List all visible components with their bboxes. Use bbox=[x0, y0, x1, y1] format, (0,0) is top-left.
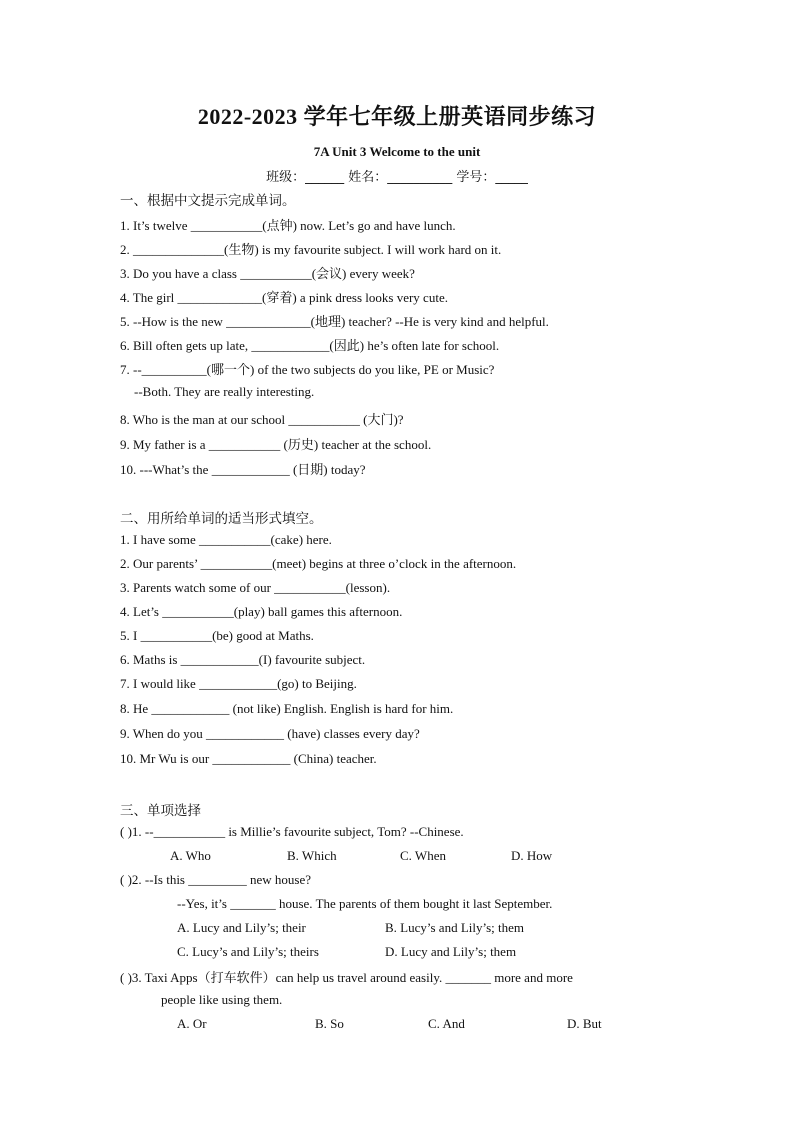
q2-stem-line2: --Yes, it’s _______ house. The parents of them bought it last September. bbox=[177, 896, 553, 911]
q3-option-b: B. So bbox=[315, 1016, 344, 1031]
s2-item-8: 8. He ____________ (not like) English. English is hard for him. bbox=[120, 701, 454, 716]
page-title: 2022-2023 学年七年级上册英语同步练习 bbox=[197, 104, 597, 129]
q2-option-c: C. Lucy’s and Lily’s; theirs bbox=[177, 944, 319, 959]
q1-option-b: B. Which bbox=[287, 848, 337, 863]
section-1-heading: 一、根据中文提示完成单词。 bbox=[120, 193, 296, 209]
s1-item-4: 4. The girl _____________(穿着) a pink dress looks very cute. bbox=[120, 290, 448, 305]
s2-item-3: 3. Parents watch some of our ___________(lesson). bbox=[120, 580, 391, 595]
s1-item-2: 2. ______________(生物) is my favourite subject. I will work hard on it. bbox=[120, 242, 502, 257]
s2-item-2: 2. Our parents’ ___________(meet) begins at three o’clock in the afternoon. bbox=[120, 556, 517, 571]
unit-subtitle: 7A Unit 3 Welcome to the unit bbox=[313, 144, 481, 159]
q3-stem-line2: people like using them. bbox=[161, 992, 283, 1007]
s1-item-9: 9. My father is a ___________ (历史) teacher at the school. bbox=[120, 437, 432, 452]
s2-item-5: 5. I ___________(be) good at Maths. bbox=[120, 628, 314, 643]
q2-option-b: B. Lucy’s and Lily’s; them bbox=[385, 920, 525, 935]
s2-item-1: 1. I have some ___________(cake) here. bbox=[120, 532, 332, 547]
s1-item-6: 6. Bill often gets up late, ____________(因此) he’s often late for school. bbox=[120, 338, 500, 353]
q1-option-c: C. When bbox=[400, 848, 446, 863]
q2-option-a: A. Lucy and Lily’s; their bbox=[177, 920, 306, 935]
s1-item-7-answer: --Both. They are really interesting. bbox=[134, 384, 315, 399]
q3-option-a: A. Or bbox=[177, 1016, 207, 1031]
s2-item-10: 10. Mr Wu is our ____________ (China) teacher. bbox=[120, 751, 377, 766]
s2-item-4: 4. Let’s ___________(play) ball games this afternoon. bbox=[120, 604, 403, 619]
s1-item-8: 8. Who is the man at our school ___________ (大门)? bbox=[120, 412, 404, 427]
s1-item-3: 3. Do you have a class ___________(会议) every week? bbox=[120, 266, 415, 281]
s2-item-9: 9. When do you ____________ (have) classes every day? bbox=[120, 726, 420, 741]
student-info-line: 班级：______ 姓名：__________ 学号：_____ bbox=[266, 170, 528, 185]
s1-item-7: 7. --__________(哪一个) of the two subjects do you like, PE or Music? bbox=[120, 362, 495, 377]
s2-item-6: 6. Maths is ____________(I) favourite subject. bbox=[120, 652, 366, 667]
s1-item-10: 10. ---What’s the ____________ (日期) today? bbox=[120, 462, 366, 477]
q3-option-c: C. And bbox=[428, 1016, 465, 1031]
section-2-heading: 二、用所给单词的适当形式填空。 bbox=[120, 511, 323, 527]
q3-stem: ( )3. Taxi Apps（打车软件）can help us travel around easily. _______ more and more bbox=[120, 970, 573, 985]
s1-item-1: 1. It’s twelve ___________(点钟) now. Let’s go and have lunch. bbox=[120, 218, 456, 233]
s1-item-5: 5. --How is the new _____________(地理) teacher? --He is very kind and helpful. bbox=[120, 314, 549, 329]
q1-option-a: A. Who bbox=[170, 848, 211, 863]
q1-option-d: D. How bbox=[511, 848, 553, 863]
q1-stem: ( )1. --___________ is Millie’s favourite subject, Tom? --Chinese. bbox=[120, 824, 464, 839]
section-3-heading: 三、单项选择 bbox=[120, 803, 201, 819]
q2-stem: ( )2. --Is this _________ new house? bbox=[120, 872, 311, 887]
q2-option-d: D. Lucy and Lily’s; them bbox=[385, 944, 517, 959]
s2-item-7: 7. I would like ____________(go) to Beijing. bbox=[120, 676, 357, 691]
q3-option-d: D. But bbox=[567, 1016, 602, 1031]
